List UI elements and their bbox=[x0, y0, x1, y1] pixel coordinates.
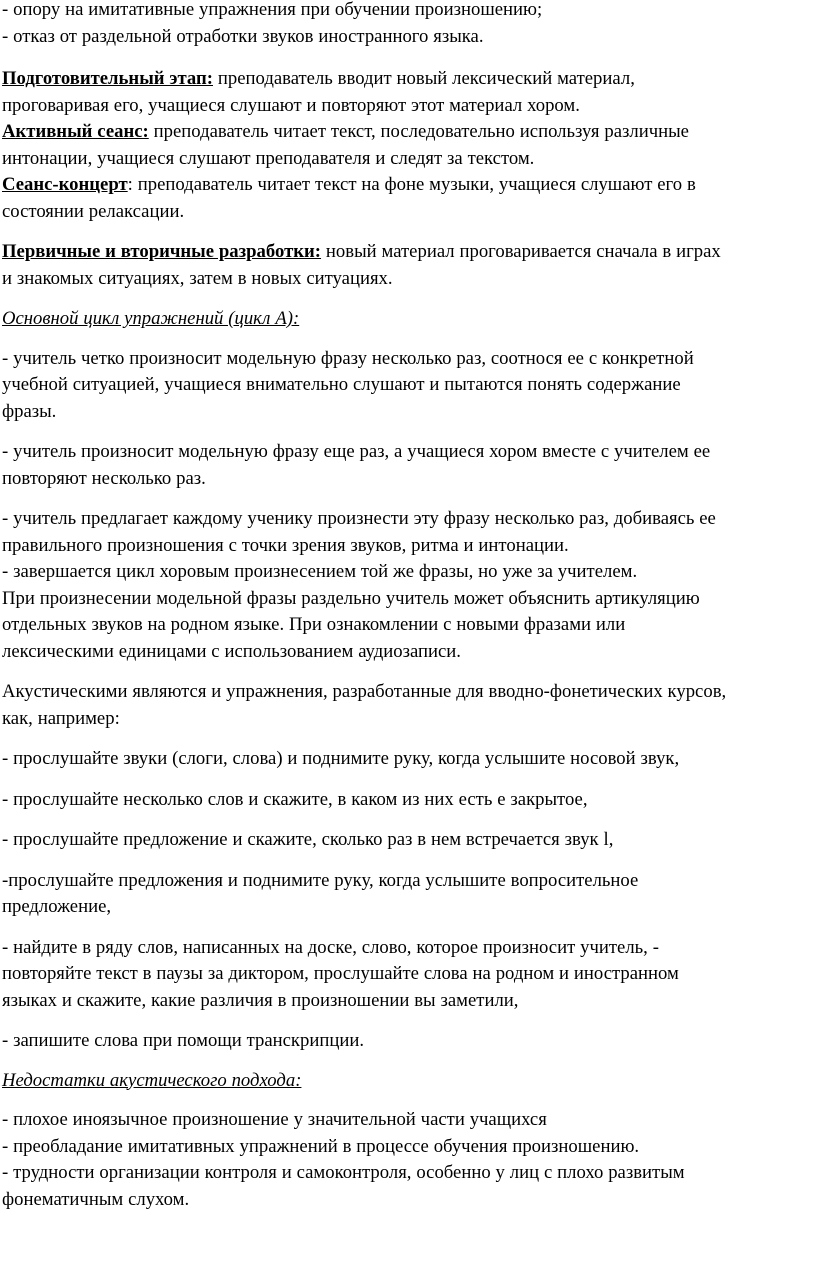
exercise-line: - запишите слова при помощи транскрипции. bbox=[2, 1030, 365, 1051]
elaborations-paragraph bbox=[2, 239, 810, 292]
stage-concert-text-cont: состоянии релаксации. bbox=[2, 200, 185, 222]
stage-preparatory-text: преподаватель вводит новый лексический материал, bbox=[213, 68, 635, 89]
cycle-step-line: правильного произношения с точки зрения звуков, ритма и интонации. bbox=[2, 534, 569, 556]
cycle-step-3 bbox=[2, 506, 810, 665]
drawback-item: фонематичным слухом. bbox=[2, 1188, 190, 1210]
exercise-line: - найдите в ряду слов, написанных на доске, слово, которое произносит учитель, - bbox=[2, 936, 659, 958]
cycle-step-line: учебной ситуацией, учащиеся внимательно слушают и пытаются понять содержание bbox=[2, 374, 681, 395]
cycle-step-line: лексическими единицами с использованием аудиозаписи. bbox=[2, 640, 461, 662]
exercise-line: -прослушайте предложения и поднимите руку, когда услышите вопросительное bbox=[2, 869, 639, 891]
intro-list bbox=[2, 0, 810, 50]
drawbacks-heading-paragraph bbox=[2, 1068, 810, 1095]
elaborations-text: новый материал проговаривается сначала в играх bbox=[321, 241, 721, 262]
stages-paragraph bbox=[2, 66, 810, 225]
cycle-step-line: - учитель предлагает каждому ученику произнести эту фразу несколько раз, добиваясь ее bbox=[2, 508, 716, 529]
intro-line: - опору на имитативные упражнения при обучении произношению; bbox=[2, 0, 543, 20]
stage-active-line bbox=[2, 119, 810, 146]
exercise-line: языках и скажите, какие различия в произношении вы заметили, bbox=[2, 989, 519, 1011]
cycle-step-line: При произнесении модельной фразы раздельно учитель может объяснить артикуляцию bbox=[2, 587, 700, 609]
cycle-step-line: повторяют несколько раз. bbox=[2, 467, 206, 489]
exercise-2 bbox=[2, 787, 810, 814]
exercise-line: - прослушайте несколько слов и скажите, в каком из них есть е закрытое, bbox=[2, 788, 588, 810]
drawback-item: - преобладание имитативных упражнений в процессе обучения произношению. bbox=[2, 1135, 640, 1157]
cycle-step-line: - учитель четко произносит модельную фразу несколько раз, соотнося ее с конкретной bbox=[2, 347, 694, 369]
acoustic-intro-line: как, например: bbox=[2, 707, 120, 729]
exercise-3 bbox=[2, 827, 810, 854]
elaborations-line bbox=[2, 239, 810, 266]
acoustic-intro bbox=[2, 679, 810, 732]
cycle-step-line: фразы. bbox=[2, 400, 57, 422]
cycle-step-line: отдельных звуков на родном языке. При ознакомлении с новыми фразами или bbox=[2, 614, 626, 635]
stage-concert-line bbox=[2, 172, 810, 199]
exercise-line: - прослушайте звуки (слоги, слова) и поднимите руку, когда услышите носовой звук, bbox=[2, 748, 680, 769]
stage-concert-term: Сеанс-концерт bbox=[2, 174, 128, 195]
stage-preparatory-term: Подготовительный этап: bbox=[2, 68, 213, 89]
elaborations-text-cont: и знакомых ситуациях, затем в новых ситуациях. bbox=[2, 267, 393, 289]
stage-preparatory-line bbox=[2, 66, 810, 93]
intro-line: - отказ от раздельной отработки звуков иностранного языка. bbox=[2, 25, 484, 47]
cycle-step-1 bbox=[2, 346, 810, 426]
drawback-item: - плохое иноязычное произношение у значительной части учащихся bbox=[2, 1109, 547, 1130]
drawbacks-heading: Недостатки акустического подхода: bbox=[2, 1069, 302, 1091]
exercise-line: предложение, bbox=[2, 896, 112, 917]
cycle-heading-paragraph bbox=[2, 306, 810, 333]
stage-preparatory-text-cont: проговаривая его, учащиеся слушают и повторяют этот материал хором. bbox=[2, 94, 580, 116]
stage-active-text-cont: интонации, учащиеся слушают преподавателя и следят за текстом. bbox=[2, 147, 535, 169]
stage-active-text: преподаватель читает текст, последовательно используя различные bbox=[148, 121, 689, 142]
cycle-heading: Основной цикл упражнений (цикл А): bbox=[2, 308, 300, 329]
exercise-6 bbox=[2, 1028, 810, 1055]
drawbacks-list bbox=[2, 1107, 810, 1213]
drawback-item: - трудности организации контроля и самоконтроля, особенно у лиц с плохо развитым bbox=[2, 1162, 685, 1183]
cycle-step-line: - учитель произносит модельную фразу еще раз, а учащиеся хором вместе с учителем ее bbox=[2, 441, 711, 462]
cycle-step-line: - завершается цикл хоровым произнесением той же фразы, но уже за учителем. bbox=[2, 561, 638, 582]
exercise-line: повторяйте текст в паузы за диктором, прослушайте слова на родном и иностранном bbox=[2, 963, 679, 984]
elaborations-term: Первичные и вторичные разработки: bbox=[2, 241, 322, 262]
exercise-5 bbox=[2, 935, 810, 1015]
exercise-1 bbox=[2, 746, 810, 773]
stage-active-term: Активный сеанс: bbox=[2, 121, 149, 142]
exercise-line: - прослушайте предложение и скажите, сколько раз в нем встречается звук l, bbox=[2, 829, 614, 850]
cycle-step-2 bbox=[2, 439, 810, 492]
acoustic-intro-line: Акустическими являются и упражнения, разработанные для вводно-фонетических курсов, bbox=[2, 681, 727, 702]
exercise-4 bbox=[2, 868, 810, 921]
stage-concert-text: : преподаватель читает текст на фоне музыки, учащиеся слушают его в bbox=[127, 174, 696, 195]
